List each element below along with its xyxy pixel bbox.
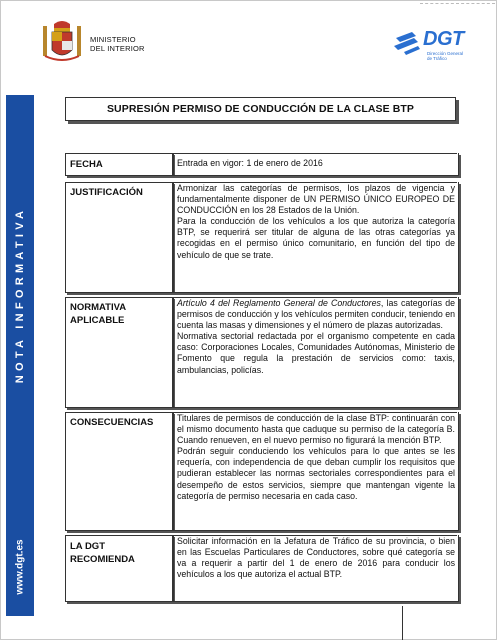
label-box xyxy=(65,535,173,602)
title-box xyxy=(65,97,456,121)
dgt-sub-line1: Dirección General xyxy=(427,51,464,56)
paragraph: Para la conducción de los vehículos a los que autoriza la categoría BTP, se requerirá ser titular de alguna de las otras categorías ya recogidas en el permiso único comunitario, en función del tipo de vehículo de que se trate. xyxy=(177,216,455,260)
paragraph: Normativa sectorial redactada por el organismo competente en cada caso: Corporaciones Locales, Comunidades Autónomas, Ministerio de Fomento que regula la prestación de servicios como: taxis, ambulancias, policías. xyxy=(177,331,455,375)
coat-of-arms-icon xyxy=(40,18,84,64)
section-text xyxy=(177,183,455,261)
paragraph xyxy=(177,298,455,331)
section-text: Entrada en vigor: 1 de enero de 2016 xyxy=(177,158,323,168)
sidebar-band xyxy=(6,95,34,616)
content-box xyxy=(173,535,459,602)
label-line: RECOMIENDA xyxy=(70,554,135,565)
ministry-line1: MINISTERIO xyxy=(90,35,136,44)
page-title: SUPRESIÓN PERMISO DE CONDUCCIÓN DE LA CLASE BTP xyxy=(106,103,415,115)
section-label xyxy=(70,301,126,327)
dgt-logo xyxy=(392,24,472,62)
section-text: Solicitar información en la Jefatura de Tráfico de su provincia, o bien en las Escuelas Particulares de Conductores, sobre qué categoría se va a requerir a partir del 1 de enero de 2016 para conducir los vehículos a los que autoriza el actual BTP. xyxy=(177,536,455,580)
paragraph: Armonizar las categorías de permisos, los plazos de vigencia y fundamentalmente disponer de UN PERMISO ÚNICO EUROPEO DE CONDUCCIÓN en los 28 Estados de la Unión. xyxy=(177,183,455,216)
sidebar-url[interactable]: www.dgt.es xyxy=(14,539,26,595)
section-label: CONSECUENCIAS xyxy=(70,417,154,428)
sidebar-label: NOTA INFORMATIVA xyxy=(14,206,26,384)
label-line: APLICABLE xyxy=(70,315,125,326)
section-label: FECHA xyxy=(70,159,103,170)
ministry-line2: DEL INTERIOR xyxy=(90,44,145,53)
paragraph: Titulares de permisos de conducción de la clase BTP: continuarán con el mismo documento hasta que caduque su permiso de la categoría B. Cuando renueven, en el nuevo permiso no figurará la mención BTP. xyxy=(177,413,455,446)
ministry-name xyxy=(90,35,145,53)
dgt-sub-line2: de Tráfico xyxy=(427,56,447,61)
label-box xyxy=(65,412,173,531)
ministry-logo xyxy=(40,18,180,64)
label-line: LA DGT xyxy=(70,541,106,552)
page-fold-line xyxy=(402,606,403,640)
paragraph: Podrán seguir conduciendo los vehículos para lo que antes se les requería, con independencia de que deban cumplir los requisitos que pudieran establecer las normas sectoriales correspondientes para el desempeño de estos servicios, siempre que mantengan vigente la categoría de permiso necesaria en cada caso. xyxy=(177,446,455,501)
content-box xyxy=(173,153,459,176)
content-box xyxy=(173,412,459,531)
section-label: JUSTIFICACIÓN xyxy=(70,187,143,198)
content-box xyxy=(173,297,459,408)
label-box xyxy=(65,153,173,176)
label-box xyxy=(65,297,173,408)
section-text xyxy=(177,298,455,376)
section-label xyxy=(70,540,135,566)
section-text xyxy=(177,413,455,502)
dgt-name: DGT xyxy=(423,28,464,50)
content-box xyxy=(173,182,459,293)
paragraph-rest: , las categorías de permisos de conducción y los vehículos permiten conducir, teniendo en cuenta las masas y dimensiones y el número de plazas autorizadas. xyxy=(177,298,456,331)
dgt-subtitle xyxy=(427,51,463,61)
regulation-reference: Artículo 4 del Reglamento General de Conductores xyxy=(177,298,381,308)
label-line: NORMATIVA xyxy=(70,302,127,313)
label-box xyxy=(65,182,173,293)
corner-mark xyxy=(420,3,495,5)
